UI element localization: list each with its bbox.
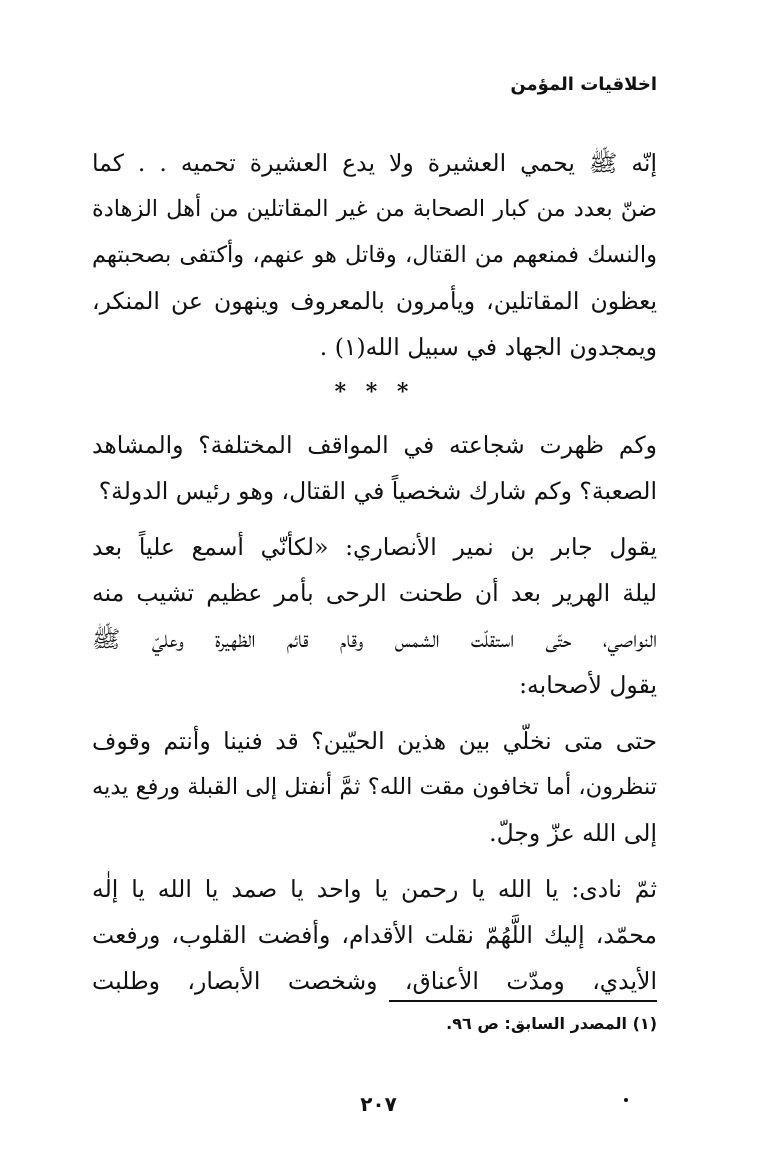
text-line: يعظون المقاتلين، ويأمرون بالمعروف وينهون عن المنكر، bbox=[92, 287, 657, 315]
text-line: تنظرون، أما تخافون مقت الله؟ ثمَّ أنفتل إلى القبلة ورفع يديه bbox=[92, 774, 657, 800]
text-line: ويمجدون الجهاد في سبيل الله(١) . bbox=[319, 333, 657, 361]
paragraph-1 bbox=[92, 140, 657, 370]
text-line: محمّد، إليك اللَّهُمّ نقلت الأقدام، وأفضت القلوب، ورفعت bbox=[92, 921, 657, 949]
text-line: ضنّ بعدد من كبار الصحابة من غير المقاتلين من أهل الزهادة bbox=[92, 196, 657, 222]
text-line: وكم ظهرت شجاعته في المواقف المختلفة؟ والمشاهد bbox=[92, 431, 657, 459]
footnote: (١) المصدر السابق: ص ٩٦. bbox=[446, 1014, 657, 1033]
text-line: يقول جابر بن نمير الأنصاري: «لكأنّي أسمع علياً بعد bbox=[92, 533, 657, 561]
body-text bbox=[92, 140, 657, 1004]
text-line: إلى الله عزّ وجلّ. bbox=[489, 819, 657, 847]
paragraph-2 bbox=[92, 422, 657, 514]
text-line: الصعبة؟ وكم شارك شخصياً في القتال، وهو رئيس الدولة؟ bbox=[98, 477, 657, 505]
paragraph-5 bbox=[92, 866, 657, 1004]
text-line: إنّه ﷺ يحمي العشيرة ولا يدع العشيرة تحميه . . كما bbox=[92, 149, 657, 177]
text-line: ثمّ نادى: يا الله يا رحمن يا واحد يا صمد يا الله يا إلٰه bbox=[92, 875, 657, 903]
running-header: اخلاقيات المؤمن bbox=[510, 74, 657, 95]
text-line: النواصي، حتّى استقلّت الشمس وقام قائم الظهيرة وعليّ ﷺ bbox=[92, 625, 657, 653]
section-separator: * * * bbox=[334, 379, 415, 405]
text-line: والنسك فمنعهم من القتال، وقاتل هو عنهم، وأكتفى بصحبتهم bbox=[92, 242, 657, 268]
footnote-divider bbox=[389, 1000, 657, 1002]
page-number: ٢٠٧ bbox=[360, 1092, 397, 1116]
text-line: يقول لأصحابه: bbox=[519, 671, 657, 699]
text-line: حتى متى نخلّي بين هذين الحيّين؟ قد فنينا وأنتم وقوف bbox=[92, 727, 657, 755]
paragraph-4 bbox=[92, 718, 657, 856]
text-line: ليلة الهرير بعد أن طحنت الرحى بأمر عظيم تشيب منه bbox=[92, 579, 657, 607]
paragraph-3 bbox=[92, 524, 657, 708]
text-line: الأيدي، ومدّت الأعناق، وشخصت الأبصار، وطلبت bbox=[92, 967, 657, 995]
